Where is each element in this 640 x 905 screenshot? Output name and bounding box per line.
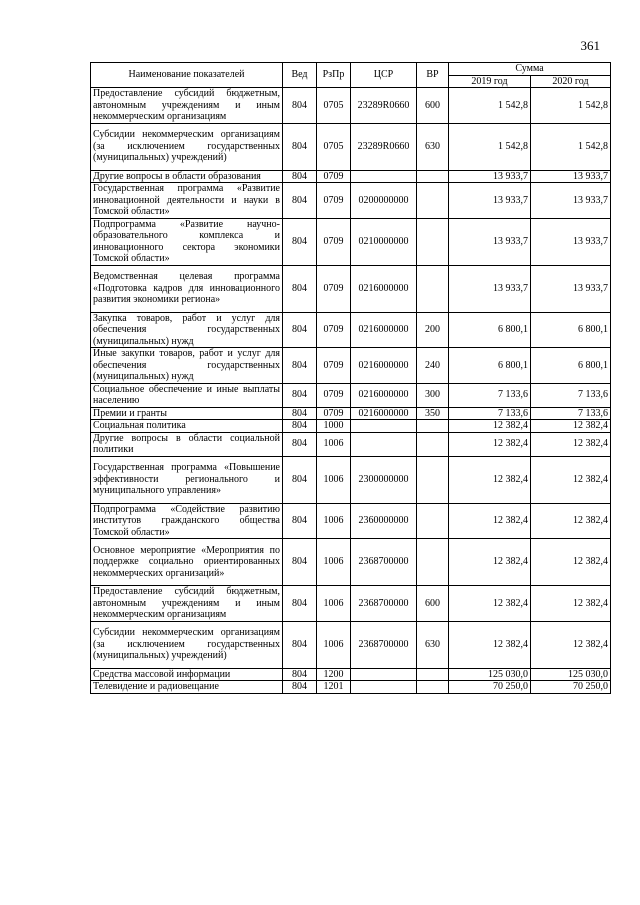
row-csr: 0210000000 xyxy=(351,218,417,265)
row-sum-2020: 1 542,8 xyxy=(531,123,611,170)
row-vr xyxy=(417,503,449,539)
budget-table xyxy=(90,62,611,694)
row-rzpr: 0705 xyxy=(317,123,351,170)
row-name: Иные закупки товаров, работ и услуг для обеспечения государственных (муниципальных) нужд xyxy=(91,348,283,384)
row-ved: 804 xyxy=(283,420,317,433)
table-row xyxy=(91,265,611,312)
row-ved: 804 xyxy=(283,383,317,407)
row-csr xyxy=(351,432,417,456)
table-row xyxy=(91,383,611,407)
row-rzpr: 1200 xyxy=(317,668,351,681)
row-csr: 2368700000 xyxy=(351,586,417,622)
table-row xyxy=(91,312,611,348)
row-sum-2019: 6 800,1 xyxy=(449,348,531,384)
header-name: Наименование показателей xyxy=(91,63,283,88)
row-name: Предоставление субсидий бюджетным, автономным учреждениям и иным некоммерческим организациям xyxy=(91,586,283,622)
row-sum-2020: 6 800,1 xyxy=(531,348,611,384)
row-name: Государственная программа «Повышение эффективности регионального и муниципального управления» xyxy=(91,456,283,503)
row-sum-2020: 7 133,6 xyxy=(531,407,611,420)
row-sum-2019: 12 382,4 xyxy=(449,539,531,586)
header-2019: 2019 год xyxy=(449,75,531,88)
table-row xyxy=(91,586,611,622)
row-vr xyxy=(417,170,449,183)
row-rzpr: 0709 xyxy=(317,407,351,420)
row-ved: 804 xyxy=(283,407,317,420)
row-ved: 804 xyxy=(283,170,317,183)
row-sum-2019: 70 250,0 xyxy=(449,681,531,694)
row-sum-2019: 13 933,7 xyxy=(449,218,531,265)
row-ved: 804 xyxy=(283,183,317,219)
row-csr: 23289R0660 xyxy=(351,88,417,124)
row-rzpr: 0709 xyxy=(317,348,351,384)
header-vr: ВР xyxy=(417,63,449,88)
row-ved: 804 xyxy=(283,668,317,681)
row-rzpr: 1006 xyxy=(317,456,351,503)
header-rzpr: РзПр xyxy=(317,63,351,88)
row-name: Подпрограмма «Содействие развитию институтов гражданского общества Томской области» xyxy=(91,503,283,539)
row-sum-2019: 13 933,7 xyxy=(449,170,531,183)
row-csr: 2300000000 xyxy=(351,456,417,503)
row-csr: 0216000000 xyxy=(351,265,417,312)
row-name: Закупка товаров, работ и услуг для обеспечения государственных (муниципальных) нужд xyxy=(91,312,283,348)
row-ved: 804 xyxy=(283,586,317,622)
row-sum-2020: 7 133,6 xyxy=(531,383,611,407)
row-sum-2020: 125 030,0 xyxy=(531,668,611,681)
row-sum-2019: 7 133,6 xyxy=(449,407,531,420)
row-name: Другие вопросы в области социальной политики xyxy=(91,432,283,456)
row-rzpr: 1006 xyxy=(317,503,351,539)
row-name: Подпрограмма «Развитие научно-образовательного комплекса и инновационного сектора экономики Томской области» xyxy=(91,218,283,265)
row-vr: 200 xyxy=(417,312,449,348)
row-vr: 630 xyxy=(417,621,449,668)
row-vr xyxy=(417,539,449,586)
row-csr: 2368700000 xyxy=(351,539,417,586)
row-vr xyxy=(417,265,449,312)
table-row xyxy=(91,123,611,170)
row-ved: 804 xyxy=(283,123,317,170)
row-csr: 2360000000 xyxy=(351,503,417,539)
row-name: Другие вопросы в области образования xyxy=(91,170,283,183)
row-sum-2019: 13 933,7 xyxy=(449,265,531,312)
row-sum-2020: 12 382,4 xyxy=(531,456,611,503)
row-vr: 240 xyxy=(417,348,449,384)
table-row xyxy=(91,88,611,124)
row-vr: 600 xyxy=(417,88,449,124)
row-csr xyxy=(351,420,417,433)
row-csr: 0216000000 xyxy=(351,407,417,420)
table-row xyxy=(91,539,611,586)
row-name: Государственная программа «Развитие инновационной деятельности и науки в Томской области» xyxy=(91,183,283,219)
row-sum-2019: 7 133,6 xyxy=(449,383,531,407)
row-sum-2020: 12 382,4 xyxy=(531,586,611,622)
row-sum-2020: 12 382,4 xyxy=(531,420,611,433)
row-rzpr: 1201 xyxy=(317,681,351,694)
row-vr xyxy=(417,218,449,265)
row-sum-2019: 12 382,4 xyxy=(449,503,531,539)
row-rzpr: 1006 xyxy=(317,432,351,456)
row-csr: 0216000000 xyxy=(351,312,417,348)
row-csr: 2368700000 xyxy=(351,621,417,668)
row-rzpr: 0709 xyxy=(317,218,351,265)
row-rzpr: 0705 xyxy=(317,88,351,124)
row-sum-2020: 13 933,7 xyxy=(531,183,611,219)
row-ved: 804 xyxy=(283,312,317,348)
table-row xyxy=(91,348,611,384)
row-rzpr: 1006 xyxy=(317,586,351,622)
row-csr: 0216000000 xyxy=(351,348,417,384)
row-csr: 23289R0660 xyxy=(351,123,417,170)
table-row xyxy=(91,681,611,694)
row-csr xyxy=(351,681,417,694)
row-name: Премии и гранты xyxy=(91,407,283,420)
row-ved: 804 xyxy=(283,503,317,539)
row-vr: 600 xyxy=(417,586,449,622)
row-name: Субсидии некоммерческим организациям (за исключением государственных (муниципальных) учреждений) xyxy=(91,123,283,170)
table-row xyxy=(91,503,611,539)
row-vr xyxy=(417,668,449,681)
row-rzpr: 0709 xyxy=(317,383,351,407)
table-row xyxy=(91,183,611,219)
row-sum-2020: 12 382,4 xyxy=(531,432,611,456)
header-2020: 2020 год xyxy=(531,75,611,88)
row-ved: 804 xyxy=(283,432,317,456)
row-sum-2020: 70 250,0 xyxy=(531,681,611,694)
row-name: Основное мероприятие «Мероприятия по поддержке социально ориентированных некоммерческих организаций» xyxy=(91,539,283,586)
row-sum-2019: 1 542,8 xyxy=(449,123,531,170)
row-sum-2020: 12 382,4 xyxy=(531,621,611,668)
table-row xyxy=(91,170,611,183)
row-name: Социальная политика xyxy=(91,420,283,433)
row-ved: 804 xyxy=(283,265,317,312)
row-sum-2020: 12 382,4 xyxy=(531,539,611,586)
row-sum-2019: 12 382,4 xyxy=(449,586,531,622)
table-row xyxy=(91,218,611,265)
row-csr xyxy=(351,668,417,681)
row-csr xyxy=(351,170,417,183)
row-name: Предоставление субсидий бюджетным, автономным учреждениям и иным некоммерческим организациям xyxy=(91,88,283,124)
page-number: 361 xyxy=(580,38,600,53)
row-sum-2020: 1 542,8 xyxy=(531,88,611,124)
table-row xyxy=(91,407,611,420)
row-rzpr: 0709 xyxy=(317,312,351,348)
row-name: Телевидение и радиовещание xyxy=(91,681,283,694)
table-row xyxy=(91,668,611,681)
row-sum-2020: 12 382,4 xyxy=(531,503,611,539)
row-sum-2020: 13 933,7 xyxy=(531,218,611,265)
row-sum-2020: 6 800,1 xyxy=(531,312,611,348)
row-sum-2020: 13 933,7 xyxy=(531,265,611,312)
row-vr: 300 xyxy=(417,383,449,407)
table-row xyxy=(91,420,611,433)
row-csr: 0216000000 xyxy=(351,383,417,407)
row-sum-2019: 12 382,4 xyxy=(449,456,531,503)
header-ved: Вед xyxy=(283,63,317,88)
row-vr xyxy=(417,456,449,503)
row-vr: 350 xyxy=(417,407,449,420)
row-sum-2019: 12 382,4 xyxy=(449,432,531,456)
row-sum-2020: 13 933,7 xyxy=(531,170,611,183)
row-sum-2019: 1 542,8 xyxy=(449,88,531,124)
row-rzpr: 0709 xyxy=(317,183,351,219)
row-rzpr: 1006 xyxy=(317,539,351,586)
row-sum-2019: 6 800,1 xyxy=(449,312,531,348)
row-sum-2019: 12 382,4 xyxy=(449,420,531,433)
row-ved: 804 xyxy=(283,88,317,124)
row-sum-2019: 13 933,7 xyxy=(449,183,531,219)
row-ved: 804 xyxy=(283,218,317,265)
header-sum: Сумма xyxy=(449,63,611,76)
row-name: Субсидии некоммерческим организациям (за исключением государственных (муниципальных) учреждений) xyxy=(91,621,283,668)
row-vr xyxy=(417,681,449,694)
row-vr: 630 xyxy=(417,123,449,170)
table-row xyxy=(91,621,611,668)
row-rzpr: 0709 xyxy=(317,170,351,183)
header-csr: ЦСР xyxy=(351,63,417,88)
table-row xyxy=(91,432,611,456)
row-ved: 804 xyxy=(283,456,317,503)
row-name: Социальное обеспечение и иные выплаты населению xyxy=(91,383,283,407)
row-ved: 804 xyxy=(283,348,317,384)
row-sum-2019: 12 382,4 xyxy=(449,621,531,668)
row-vr xyxy=(417,432,449,456)
row-rzpr: 1006 xyxy=(317,621,351,668)
table-row xyxy=(91,456,611,503)
row-ved: 804 xyxy=(283,681,317,694)
row-ved: 804 xyxy=(283,621,317,668)
row-vr xyxy=(417,183,449,219)
row-rzpr: 0709 xyxy=(317,265,351,312)
row-rzpr: 1000 xyxy=(317,420,351,433)
row-vr xyxy=(417,420,449,433)
row-csr: 0200000000 xyxy=(351,183,417,219)
row-ved: 804 xyxy=(283,539,317,586)
row-name: Ведомственная целевая программа «Подготовка кадров для инновационного развития экономики региона» xyxy=(91,265,283,312)
row-name: Средства массовой информации xyxy=(91,668,283,681)
row-sum-2019: 125 030,0 xyxy=(449,668,531,681)
